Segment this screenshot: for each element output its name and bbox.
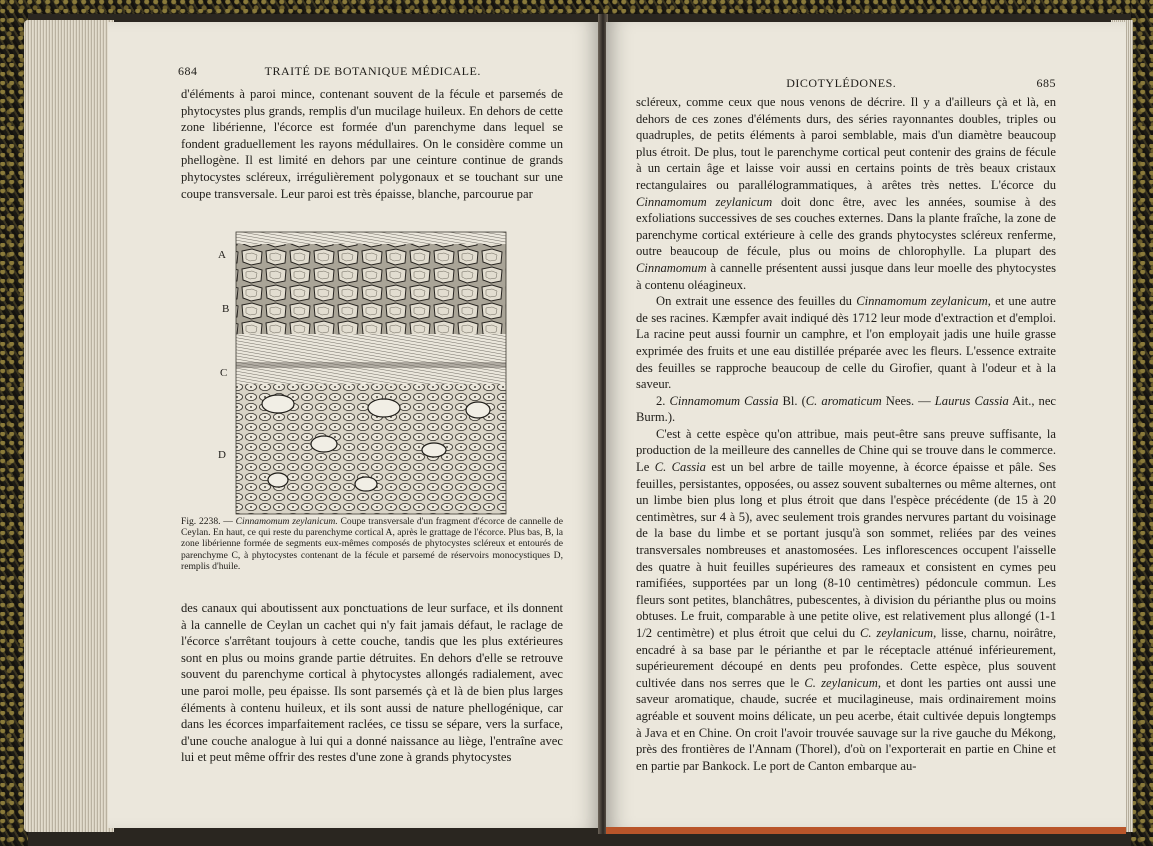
book-cover-bottom [0, 0, 1153, 12]
species-name: Cinnamomum zeylanicum [856, 294, 988, 309]
figure-label-d: D [218, 449, 226, 461]
right-page-number: 685 [1036, 76, 1056, 90]
species-name: C. zeylanicum [860, 626, 934, 640]
left-paragraph-bottom [181, 600, 563, 766]
right-page-header [636, 76, 1056, 91]
right-paragraph-2: On extrait une essence des feuilles du Cinnamomum zeylanicum, et une autre de ses racines. Kæmpfer avait indiqué dès 1712 leur mode d'extraction et d'emploi. La racine peut aussi fournir un camphre, et l'on employait jadis une huile grasse exprimée des fruits et une eau distillée préparée avec les fleurs. L'essence extraite des feuilles se rapproche beaucoup de celle du Girofier, quant à l'odeur et à la saveur. [636, 294, 1056, 392]
right-paragraph-4: C'est à cette espèce qu'on attribue, mais peut-être sans preuve suffisante, la production de la meilleure des cannelles de Chine qui se trouve dans le commerce. Le C. Cassia est un bel arbre de taille moyenne, à écorce épaisse et pâle. Ses feuilles, persistantes, opposées, ou assez souvent subalternes ou même alternes, ont un limbe bien plus long et plus étroit que dans l'espèce précédente (de 15 à 20 centimètres, sur 4 à 5), avec seulement trois grandes nervures partant du voisinage de la base du limbe et se portant jusqu'à son sommet, reliées par des veines transversales nombreuses et anastomosées. Les inflorescences occupent l'aisselle des quatre à huit feuilles supérieures des rameaux et consistent en cymes peu ramifiées, supportées par un long (8-10 centimètres) pédoncule commun. Les fleurs sont petites, blanchâtres, pubescentes, à division du périanthe plus ou moins obtuses. Le fruit, comparable à une petite olive, est relativement plus allongé (1-1 1/2 centimètre) et plus étroit que celui du C. zeylanicum, lisse, charnu, noirâtre, encadré à sa base par le périanthe et par le réceptacle atténué inférieurement, supérieurement découpé en dents peu profondes. Cette espèce, plus souvent cultivée dans nos serres que le C. zeylanicum, et dont les parties ont aussi une saveur aromatique, chaude, sucrée et mucilagineuse, mais ordinairement moins agréable et souvent moins délicate, un peu acerbe, était cultivée depuis longtemps à Java et en Chine. On croit l'avoir trouvée sauvage sur la rive gauche du Mékong, près des frontières de l'Annam (Thorel), d'où on l'exporterait en partie en Chine et en partie par Bankock. Le port de Canton embarque au- [636, 426, 1057, 773]
caption-species: Cinnamomum zeylanicum. [235, 516, 338, 527]
book-cover-right [1131, 0, 1153, 846]
right-page-text [636, 94, 1056, 774]
caption-text: Coupe transversale d'un fragment d'écorce de cannelle de Ceylan. En haut, ce qui reste du parenchyme cortical A, après le grattage de l'écorce. Plus bas, B, la zone libérienne formée de segments eux-mêmes composés de phytocystes scléreux et entourés de parenchyme C, à phytocystes contenant de la fécule et parsemé de réservoirs monocystiques D, remplis d'huile. [181, 516, 563, 572]
left-text-bottom: des canaux qui aboutissent aux ponctuations de leur surface, et ils donnent à la cannelle de Ceylan un cachet qui n'y fait jamais défaut, le raclage de l'écorce s'arrêtant toujours à cette couche, tandis que les plus extérieures sont en plus ou moins grande partie détruites. En dehors d'elle se retrouve souvent du parenchyme cortical à phytocystes allongés radialement, avec une paroi molle, peu épaisse. Ils sont parsemés çà et là de bien plus larges éléments à contenu huileux, et ils sont aussi de nature phellogénique, car dans les écorces imparfaitement raclées, ce tissu se sépare, vers la surface, d'une couche analogue à lui qui a donné naissance au liège, l'entraîne avec lui et peut même offrir des restes d'une zone à grands phytocystes [181, 601, 563, 765]
synonym-name: C. aromaticum [805, 393, 882, 408]
species-name: Cinnamomum [636, 260, 707, 275]
species-name: C. zeylanicum [804, 675, 878, 690]
species-name: Cinnamomum Cassia [669, 393, 779, 408]
species-name: C. Cassia [654, 460, 706, 475]
page-edge-strip [606, 827, 1126, 834]
page-stack-left [24, 20, 114, 832]
figure-label-a: A [218, 249, 226, 261]
figure-label-c: C [220, 367, 228, 379]
left-page-header [178, 64, 558, 79]
figure-bark-section [216, 212, 516, 522]
left-text-top: d'éléments à paroi mince, contenant souvent de la fécule et parsemés de phytocystes plus grands, remplis d'un mucilage huileux. En dehors de cette zone libérienne, l'écorce est formée d'un parenchyme dans lequel se fondent graduellement les rayons médullaires. On le considère comme un phellogène. Il est limité en dehors par une ceinture continue de grands phytocystes scléreux, irrégulièrement polygonaux et se touchant sur une coupe transversale. Leur paroi est très épaisse, blanche, parcourue par [181, 87, 563, 201]
synonym-name: Laurus Cassia [934, 393, 1009, 408]
left-paragraph-top [181, 86, 563, 202]
right-running-title: DICOTYLÉDONES. [786, 76, 897, 90]
left-page-number: 684 [178, 64, 198, 78]
left-page [108, 22, 600, 828]
right-page [606, 22, 1126, 828]
species-heading: 2. Cinnamomum Cassia Bl. (C. aromaticum Nees. — Laurus Cassia Ait., nec Burm.). [636, 393, 1057, 425]
figure-caption [181, 516, 563, 572]
figure-label-b: B [222, 303, 230, 315]
left-running-title: TRAITÉ DE BOTANIQUE MÉDICALE. [264, 64, 481, 78]
species-name: Cinnamomum zeylanicum [636, 194, 773, 209]
bark-cross-section-illustration [216, 212, 516, 522]
caption-prefix: Fig. 2238. — [181, 516, 233, 527]
right-paragraph-1: scléreux, comme ceux que nous venons de décrire. Il y a d'ailleurs çà et là, en dehors de ces zones d'éléments durs, des séries rayonnantes doubles, triples ou quadruples, de petits éléments à paroi semblable, mais d'un diamètre beaucoup plus étroit. De plus, tout le parenchyme cortical peut contenir des grains de fécule à un certain âge et laisse voir aussi en certains points de très beaux cristaux rectangulaires ou parallélogrammatiques, à arêtes très nettes. L'écorce du Cinnamomum zeylanicum doit donc être, avec les années, soumise à des exfoliations successives de ses couches externes. Dans la plante fraîche, la zone de parenchyme cortical extérieure à celle des grands phytocystes scléreux renferme, outre beaucoup de fécule, plus ou moins de chlorophylle. La plupart des Cinnamomum à cannelle présentent aussi jusque dans leur moelle des phytocystes à contenu oléagineux. [636, 95, 1056, 292]
